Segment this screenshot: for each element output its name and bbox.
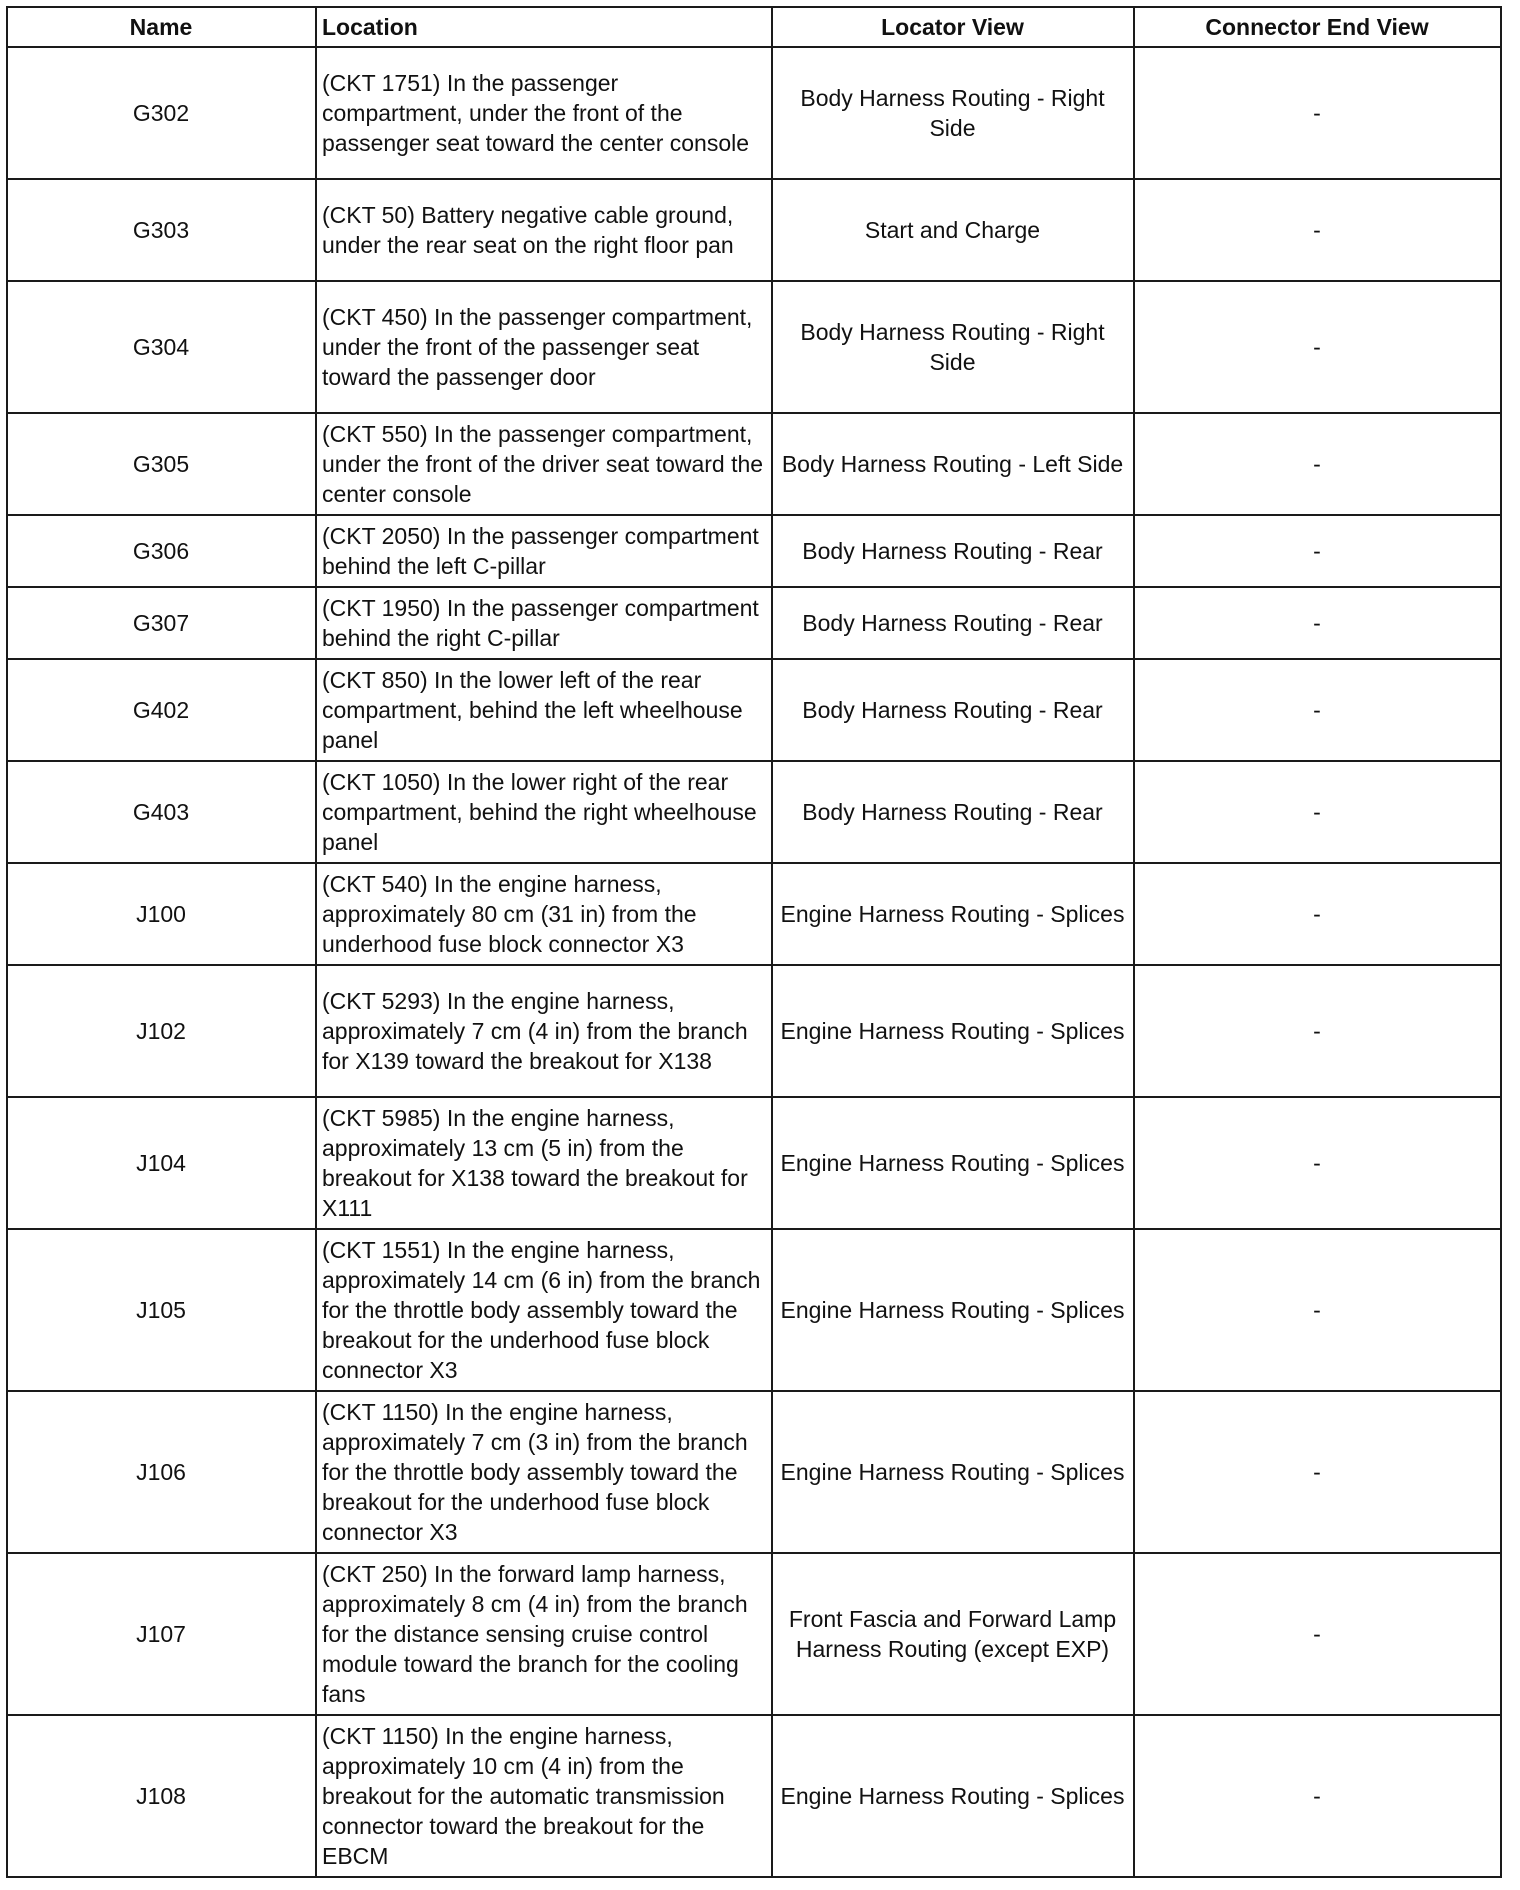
table-row: [7, 47, 1501, 179]
row-locator-view: Start and Charge: [772, 179, 1134, 281]
row-location: (CKT 550) In the passenger compartment, under the front of the driver seat toward the center console: [316, 413, 772, 515]
table-row: [7, 179, 1501, 281]
row-location: (CKT 1150) In the engine harness, approximately 7 cm (3 in) from the branch for the throttle body assembly toward the breakout for the underhood fuse block connector X3: [316, 1391, 772, 1553]
row-name: G303: [7, 179, 316, 281]
row-location: (CKT 1150) In the engine harness, approximately 10 cm (4 in) from the breakout for the automatic transmission connector toward the breakout for the EBCM: [316, 1715, 772, 1877]
row-location: (CKT 1050) In the lower right of the rear compartment, behind the right wheelhouse panel: [316, 761, 772, 863]
row-locator-view: Body Harness Routing - Right Side: [772, 281, 1134, 413]
row-locator-view: Body Harness Routing - Rear: [772, 659, 1134, 761]
row-location: (CKT 540) In the engine harness, approximately 80 cm (31 in) from the underhood fuse block connector X3: [316, 863, 772, 965]
row-location: (CKT 450) In the passenger compartment, under the front of the passenger seat toward the passenger door: [316, 281, 772, 413]
row-connector-end-view: -: [1134, 1391, 1501, 1553]
row-location: (CKT 2050) In the passenger compartment behind the left C-pillar: [316, 515, 772, 587]
component-locator-table: [6, 6, 1502, 1878]
row-location: (CKT 1751) In the passenger compartment, under the front of the passenger seat toward the center console: [316, 47, 772, 179]
row-locator-view: Body Harness Routing - Right Side: [772, 47, 1134, 179]
row-locator-view: Body Harness Routing - Left Side: [772, 413, 1134, 515]
row-locator-view: Engine Harness Routing - Splices: [772, 1715, 1134, 1877]
row-locator-view: Engine Harness Routing - Splices: [772, 1229, 1134, 1391]
row-name: G306: [7, 515, 316, 587]
row-location: (CKT 5985) In the engine harness, approximately 13 cm (5 in) from the breakout for X138 toward the breakout for X111: [316, 1097, 772, 1229]
table-row: [7, 281, 1501, 413]
table-row: [7, 863, 1501, 965]
table-row: [7, 413, 1501, 515]
row-connector-end-view: -: [1134, 1715, 1501, 1877]
row-name: J107: [7, 1553, 316, 1715]
row-location: (CKT 250) In the forward lamp harness, approximately 8 cm (4 in) from the branch for the distance sensing cruise control module toward the branch for the cooling fans: [316, 1553, 772, 1715]
row-locator-view: Engine Harness Routing - Splices: [772, 1097, 1134, 1229]
table-row: [7, 1391, 1501, 1553]
table-row: [7, 761, 1501, 863]
table-row: [7, 965, 1501, 1097]
row-name: G403: [7, 761, 316, 863]
row-location: (CKT 850) In the lower left of the rear compartment, behind the left wheelhouse panel: [316, 659, 772, 761]
table-row: [7, 1097, 1501, 1229]
row-location: (CKT 50) Battery negative cable ground, under the rear seat on the right floor pan: [316, 179, 772, 281]
row-connector-end-view: -: [1134, 965, 1501, 1097]
row-name: J105: [7, 1229, 316, 1391]
row-connector-end-view: -: [1134, 179, 1501, 281]
row-connector-end-view: -: [1134, 281, 1501, 413]
row-connector-end-view: -: [1134, 413, 1501, 515]
table-row: [7, 587, 1501, 659]
table-row: [7, 1553, 1501, 1715]
row-locator-view: Engine Harness Routing - Splices: [772, 965, 1134, 1097]
row-name: G304: [7, 281, 316, 413]
row-name: J104: [7, 1097, 316, 1229]
row-locator-view: Body Harness Routing - Rear: [772, 761, 1134, 863]
header-locator-view: Locator View: [772, 7, 1134, 47]
row-name: G305: [7, 413, 316, 515]
table-row: [7, 659, 1501, 761]
row-name: J106: [7, 1391, 316, 1553]
header-name: Name: [7, 7, 316, 47]
row-locator-view: Body Harness Routing - Rear: [772, 515, 1134, 587]
row-name: G307: [7, 587, 316, 659]
header-location: Location: [316, 7, 772, 47]
row-connector-end-view: -: [1134, 515, 1501, 587]
row-connector-end-view: -: [1134, 1553, 1501, 1715]
row-connector-end-view: -: [1134, 47, 1501, 179]
row-name: G402: [7, 659, 316, 761]
row-locator-view: Engine Harness Routing - Splices: [772, 863, 1134, 965]
row-connector-end-view: -: [1134, 863, 1501, 965]
row-locator-view: Body Harness Routing - Rear: [772, 587, 1134, 659]
row-locator-view: Front Fascia and Forward Lamp Harness Routing (except EXP): [772, 1553, 1134, 1715]
document-page: [6, 6, 1502, 1878]
row-connector-end-view: -: [1134, 761, 1501, 863]
row-name: J102: [7, 965, 316, 1097]
header-connector-end-view: Connector End View: [1134, 7, 1501, 47]
row-name: J100: [7, 863, 316, 965]
row-connector-end-view: -: [1134, 587, 1501, 659]
table-header-row: [7, 7, 1501, 47]
table-row: [7, 1229, 1501, 1391]
table-row: [7, 1715, 1501, 1877]
table-row: [7, 515, 1501, 587]
row-location: (CKT 5293) In the engine harness, approximately 7 cm (4 in) from the branch for X139 toward the breakout for X138: [316, 965, 772, 1097]
row-location: (CKT 1551) In the engine harness, approximately 14 cm (6 in) from the branch for the throttle body assembly toward the breakout for the underhood fuse block connector X3: [316, 1229, 772, 1391]
row-name: G302: [7, 47, 316, 179]
row-connector-end-view: -: [1134, 1229, 1501, 1391]
row-connector-end-view: -: [1134, 659, 1501, 761]
row-name: J108: [7, 1715, 316, 1877]
row-location: (CKT 1950) In the passenger compartment behind the right C-pillar: [316, 587, 772, 659]
row-locator-view: Engine Harness Routing - Splices: [772, 1391, 1134, 1553]
row-connector-end-view: -: [1134, 1097, 1501, 1229]
